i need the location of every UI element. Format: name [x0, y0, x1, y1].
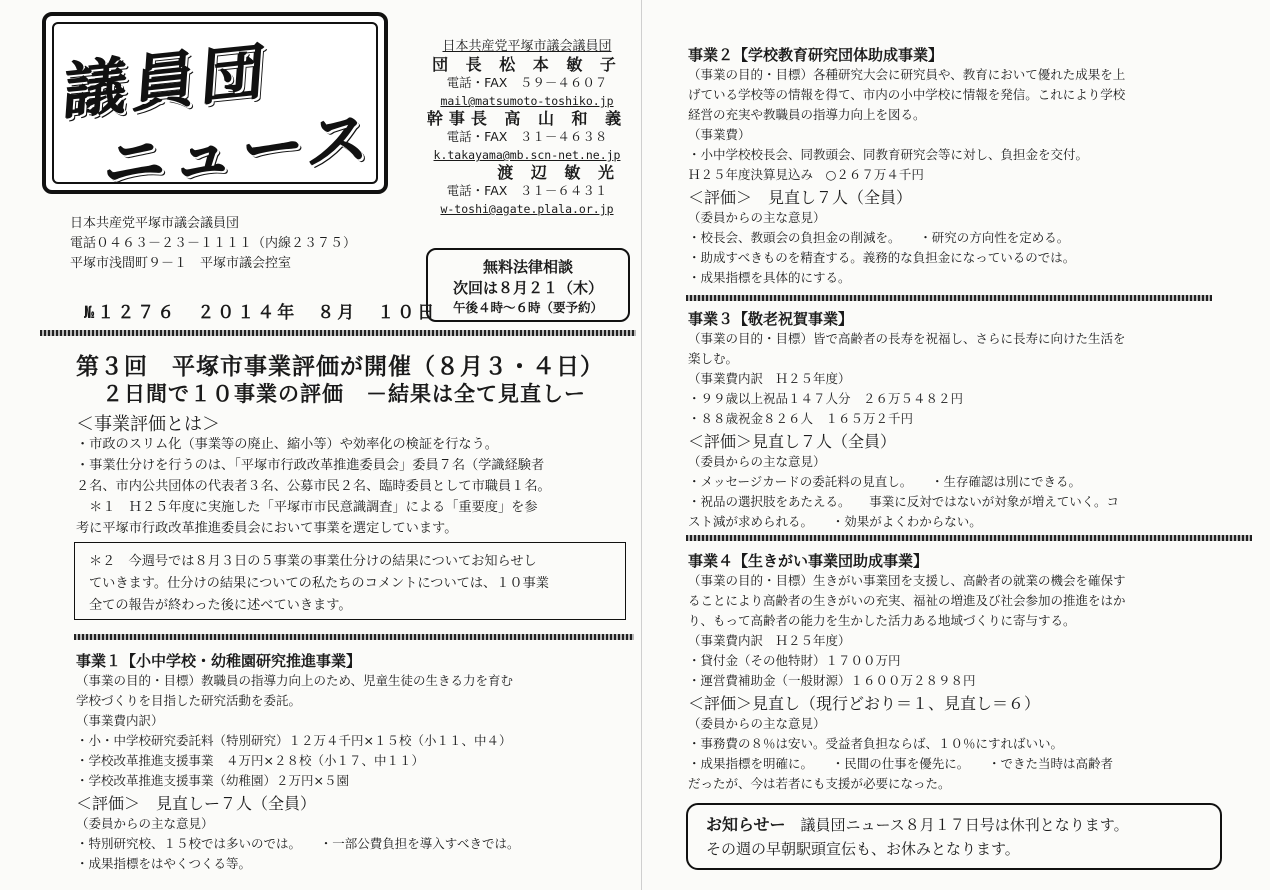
logo-line1: 議員団 — [61, 34, 274, 129]
text-line: （事業費内訳 Ｈ２５年度） — [688, 371, 851, 386]
text-line: ・事務費の８％は安い。受益者負担ならば、１０％にすればいい。 — [688, 736, 1064, 751]
project-title: 事業３【敬老祝賀事業】 — [688, 310, 854, 328]
text-line: ていきます。仕分けの結果についての私たちのコメントについては、１０事業 — [89, 576, 549, 591]
text-line: （事業の目的・目標）教職員の指導力向上のため、児童生徒の生きる力を育む — [76, 673, 514, 688]
contact-block — [420, 38, 634, 218]
text-line: ・９９歳以上祝品１４７人分 ２６万５４８２円 — [688, 391, 964, 406]
contact-org: 日本共産党平塚市議会議員団 — [442, 39, 612, 54]
text-line: ・学校改革推進支援事業 ４万円×２８校（小１７、中１１） — [76, 753, 424, 768]
legal-consult-box — [426, 248, 630, 322]
notice-box — [686, 803, 1222, 870]
text-line: （事業費内訳 Ｈ２５年度） — [688, 633, 851, 648]
text-line: げている学校等の情報を得て、市内の小中学校に情報を発信。これにより学校 — [688, 87, 1126, 102]
divider-rule — [686, 295, 1212, 301]
text-line: だったが、今は若者にも支援が必要になった。 — [688, 776, 951, 791]
text-line: ・校長会、教頭会の負担金の削減を。 ・研究の方向性を定める。 — [688, 230, 1070, 245]
text-line: り、もって高齢者の能力を生かした活力ある地域づくりに寄与する。 — [688, 613, 1076, 628]
evaluation-result: ＜評価＞見直し（現行どおり＝１、見直し＝６） — [688, 694, 1041, 713]
text-line: 学校づくりを目指した研究活動を委託。 — [76, 693, 302, 708]
legal-time: 午後４時～６時（要予約） — [452, 300, 603, 315]
text-line: ・８８歳祝金８２６人 １６５万２千円 — [688, 411, 914, 426]
project-1 — [76, 650, 636, 874]
text-line: ることにより高齢者の生きがいの充実、福祉の増進及び社会参加の推進をはか — [688, 593, 1126, 608]
text-line: ・市政のスリム化（事業等の廃止、縮小等）や効率化の検証を行なう。 — [76, 437, 498, 452]
text-line: （事業費内訳） — [76, 713, 164, 728]
text-line: ・メッセージカードの委託料の見直し。 ・生存確認は別にできる。 — [688, 474, 1082, 489]
member-tel: 電話・FAX ５９－４６０７ — [446, 75, 608, 90]
page-fold — [641, 0, 642, 890]
member-name: 渡 辺 敏 光 — [497, 163, 620, 182]
newsletter-logo — [42, 12, 388, 202]
text-line: （事業の目的・目標）生きがい事業団を支援し、高齢者の就業の機会を確保す — [688, 573, 1126, 588]
text-line: ・小・中学校研究委託料（特別研究）１２万４千円×１５校（小１１、中４） — [76, 733, 512, 748]
text-line: （委員からの主な意見） — [76, 816, 214, 831]
project-4 — [688, 550, 1248, 794]
section-heading: ＜事業評価とは＞ — [76, 414, 220, 435]
text-line: ２名、市内公共団体の代表者３名、公募市民２名、臨時委員として市職員１名。 — [76, 479, 551, 494]
project-3 — [688, 308, 1238, 532]
text-line: スト減が求められる。 ・効果がよくわからない。 — [688, 514, 982, 529]
text-line: ・特別研究校、１５校では多いのでは。 ・一部公費負担を導入すべきでは。 — [76, 836, 520, 851]
divider-rule — [686, 535, 1252, 541]
member-name: 団 長 松 本 敏 子 — [432, 55, 622, 74]
issue-number: №１２７６ ２０１４年 ８月 １０日 — [84, 303, 438, 323]
text-line: ・運営費補助金（一般財源）１６００万２８９８円 — [688, 673, 976, 688]
note-box — [74, 542, 626, 620]
divider-rule — [74, 634, 634, 640]
text-line: （事業の目的・目標）各種研究大会に研究員や、教育において優れた成果を上 — [688, 67, 1126, 82]
member-mail[interactable]: k.takayama@mb.scn-net.ne.jp — [433, 148, 621, 162]
headline-main: 第３回 平塚市事業評価が開催（８月３・４日） — [76, 354, 604, 380]
legal-date: 次回は８月２１（木） — [452, 279, 603, 297]
logo-line2: ニュース — [101, 101, 379, 202]
intro-text — [76, 434, 636, 539]
text-line: ＊１ Ｈ２５年度に実施した「平塚市市民意識調査」による「重要度」を参 — [76, 500, 538, 515]
headline-sub: ２日間で１０事業の評価 －結果は全て見直しー — [102, 382, 586, 406]
text-line: （事業の目的・目標）皆で高齢者の長寿を祝福し、さらに長寿に向けた生活を — [688, 331, 1126, 346]
legal-title: 無料法律相談 — [482, 258, 573, 276]
divider-rule — [40, 330, 636, 336]
address-line: 電話０４６３－２３－１１１１（内線２３７５） — [70, 236, 357, 251]
text-line: ・貸付金（その他特財）１７００万円 — [688, 653, 901, 668]
project-title: 事業２【学校教育研究団体助成事業】 — [688, 46, 944, 64]
text-line: ・学校改革推進支援事業（幼稚園）２万円×５園 — [76, 773, 349, 788]
text-line: （事業費） — [688, 127, 751, 142]
text-line: （委員からの主な意見） — [688, 716, 826, 731]
address-block — [70, 214, 356, 274]
evaluation-result: ＜評価＞見直し７人（全員） — [688, 432, 897, 451]
address-line: 平塚市浅間町９－１ 平塚市議会控室 — [70, 256, 292, 271]
notice-line: 議員団ニュース８月１７日号は休刊となります。 — [800, 816, 1129, 834]
member-tel: 電話・FAX ３１－４６３８ — [446, 129, 608, 144]
member-mail[interactable]: mail@matsumoto-toshiko.jp — [440, 94, 614, 108]
member-name: 幹事長 高 山 和 義 — [426, 109, 628, 128]
address-line: 日本共産党平塚市議会議員団 — [70, 216, 240, 231]
member-tel: 電話・FAX ３１－６４３１ — [446, 183, 608, 198]
text-line: ・成果指標を具体的にする。 — [688, 270, 851, 285]
text-line: （委員からの主な意見） — [688, 210, 826, 225]
text-line: Ｈ２５年度決算見込み ○２６７万４千円 — [688, 167, 924, 182]
text-line: （委員からの主な意見） — [688, 454, 826, 469]
project-title: 事業１【小中学校・幼稚園研究推進事業】 — [76, 652, 362, 670]
text-line: ・助成すべきものを精査する。義務的な負担金になっているのでは。 — [688, 250, 1076, 265]
text-line: ・成果指標をはやくつくる等。 — [76, 856, 252, 871]
text-line: 楽しむ。 — [688, 351, 739, 366]
text-line: ・事業仕分けを行うのは、「平塚市行政改革推進委員会」委員７名（学識経験者 — [76, 458, 545, 473]
evaluation-result: ＜評価＞ 見直しー７人（全員） — [76, 794, 317, 813]
text-line: ＊２ 今週号では８月３日の５事業の事業仕分けの結果についてお知らせし — [89, 554, 537, 569]
evaluation-result: ＜評価＞ 見直し７人（全員） — [688, 188, 913, 207]
text-line: 全ての報告が終わった後に述べていきます。 — [89, 598, 352, 613]
text-line: ・祝品の選択肢をあたえる。 事業に反対ではないが対象が増えていく。コ — [688, 494, 1120, 509]
member-mail[interactable]: w-toshi@agate.plala.or.jp — [440, 202, 614, 216]
text-line: 経営の充実や教職員の指導力向上を図る。 — [688, 107, 926, 122]
text-line: 考に平塚市行政改革推進委員会において事業を選定しています。 — [76, 521, 458, 536]
project-2 — [688, 44, 1238, 288]
notice-line: その週の早朝駅頭宣伝も、お休みとなります。 — [706, 840, 1020, 858]
text-line: ・小中学校校長会、同教頭会、同教育研究会等に対し、負担金を交付。 — [688, 147, 1089, 162]
text-line: ・成果指標を明確に。 ・民間の仕事を優先に。 ・できた当時は高齢者 — [688, 756, 1114, 771]
project-title: 事業４【生きがい事業団助成事業】 — [688, 552, 929, 570]
notice-label: お知らせー — [706, 815, 786, 834]
